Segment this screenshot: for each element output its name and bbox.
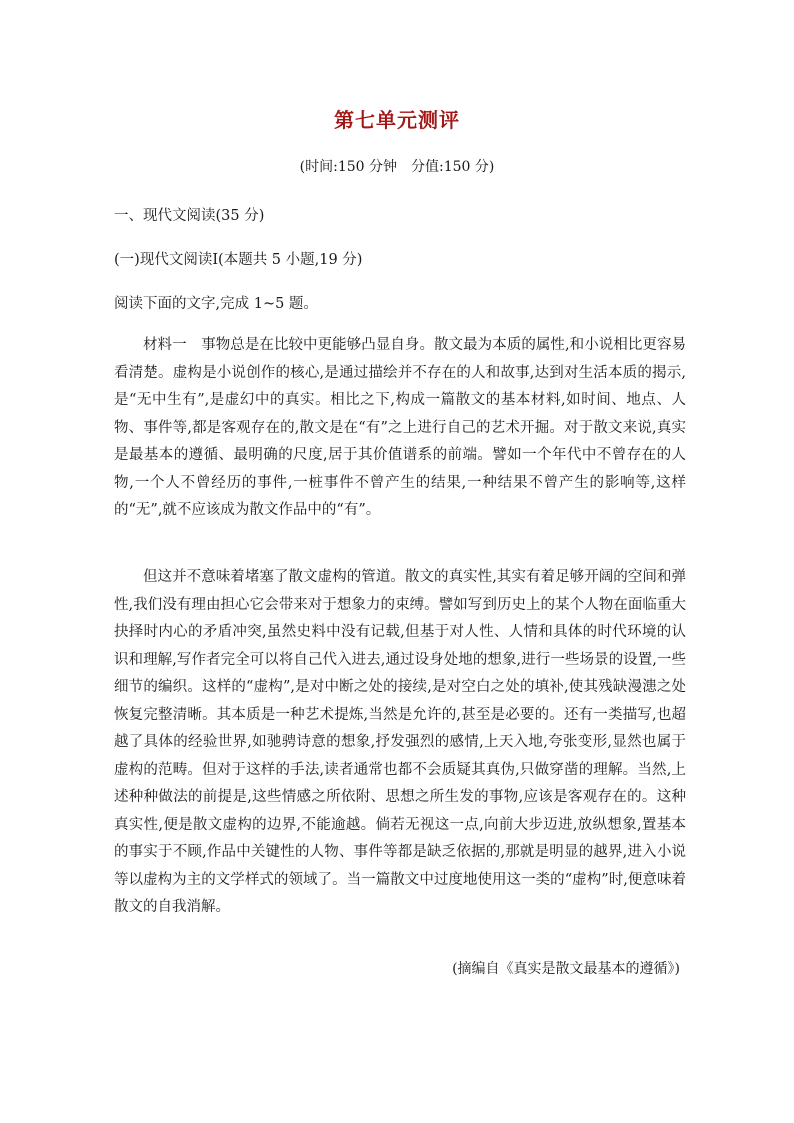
exam-time-score: (时间:150 分钟 分值:150 分)	[299, 159, 495, 175]
source-citation: (摘编自《真实是散文最基本的遵循》)	[452, 961, 680, 977]
reading-instruction: 阅读下面的文字,完成 1~5 题。	[114, 296, 318, 312]
page-title: 第七单元测评	[334, 108, 460, 132]
section-heading: 一、现代文阅读(35 分)	[114, 208, 265, 224]
material-one-paragraph-2: 但这并不意味着堵塞了散文虚构的管道。散文的真实性,其实有着足够开阔的空间和弹性,我们没有理由担心它会带来对于想象力的束缚。譬如写到历史上的某个人物在面临重大抉择时内心的矛盾冲突,虽然史料中没有记载,但基于对人性、人情和具体的时代环境的认识和理解,写作者完全可以将自己代入进去,通过设身处地的想象,进行一些场景的设置,一些细节的编织。这样的“虚构”,是对中断之处的接续,是对空白之处的填补,使其残缺漫漶之处恢复完整清晰。其本质是一种艺术提炼,当然是允许的,甚至是必要的。还有一类描写,也超越了具体的经验世界,如驰骋诗意的想象,抒发强烈的感情,上天入地,夸张变形,显然也属于虚构的范畴。但对于这样的手法,读者通常也都不会质疑其真伪,只做穿凿的理解。当然,上述种种做法的前提是,这些情感之所依附、思想之所生发的事物,应该是客观存在的。这种真实性,便是散文虚构的边界,不能逾越。倘若无视这一点,向前大步迈进,放纵想象,置基本的事实于不顾,作品中关键性的人物、事件等都是缺乏依据的,那就是明显的越界,进入小说等以虚构为主的文学样式的领域了。当一篇散文中过度地使用这一类的“虚构”时,便意味着散文的自我消解。	[114, 569, 686, 915]
material-one-paragraph-1: 材料一 事物总是在比较中更能够凸显自身。散文最为本质的属性,和小说相比更容易看清楚。虚构是小说创作的核心,是通过描绘并不存在的人和故事,达到对生活本质的揭示,是“无中生有”,是虚幻中的真实。相比之下,构成一篇散文的基本材料,如时间、地点、人物、事件等,都是客观存在的,散文是在“有”之上进行自己的艺术开掘。对于散文来说,真实是最基本的遵循、最明确的尺度,居于其价值谱系的前端。譬如一个年代中不曾存在的人物,一个人不曾经历的事件,一桩事件不曾产生的结果,一种结果不曾产生的影响等,这样的“无”,就不应该成为散文作品中的“有”。	[114, 337, 686, 518]
subsection-heading: (一)现代文阅读Ⅰ(本题共 5 小题,19 分)	[114, 252, 363, 268]
